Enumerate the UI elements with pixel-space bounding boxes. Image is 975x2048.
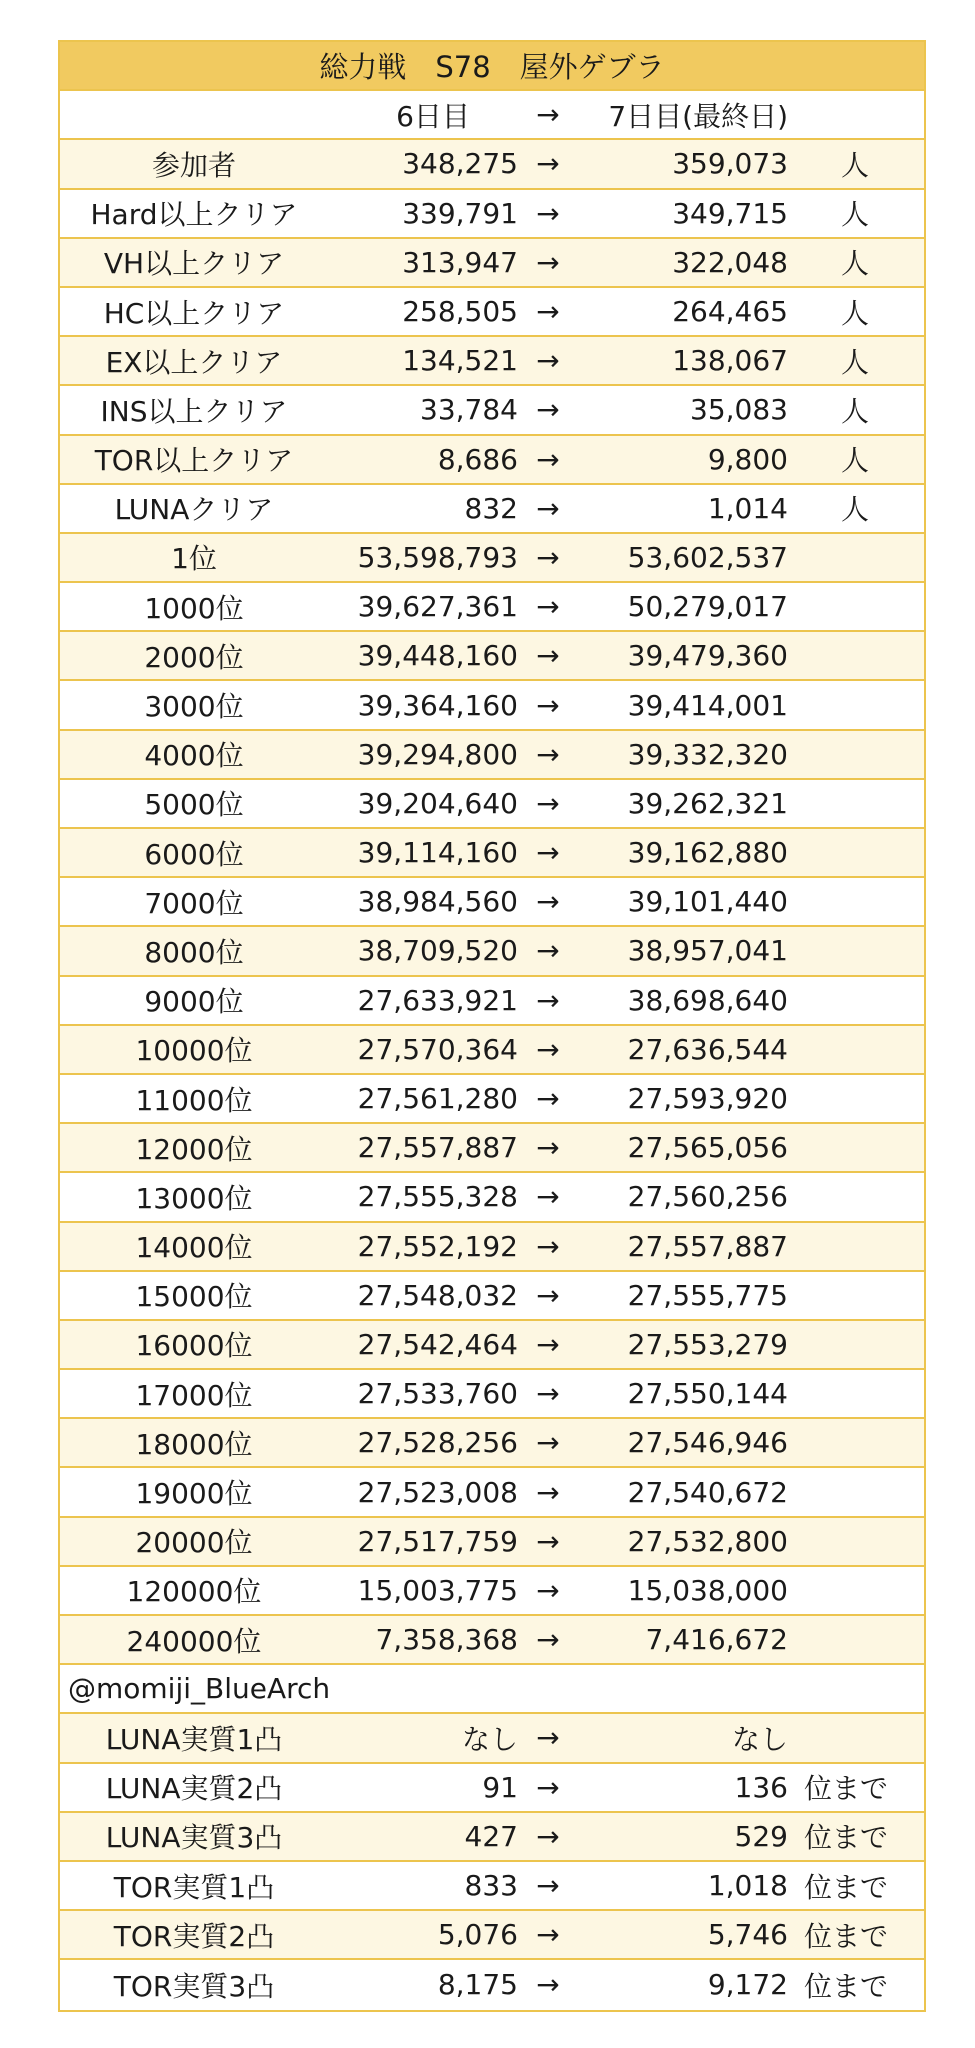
arrow-icon: → xyxy=(536,639,560,673)
stat-row-label: TOR以上クリア xyxy=(94,444,294,478)
rank-row-label: 12000位 xyxy=(135,1132,253,1166)
header-day6: 6日目 xyxy=(396,99,470,133)
effective-row-day6-value: 5,076 xyxy=(437,1918,518,1952)
effective-row xyxy=(60,1813,924,1862)
stat-row-day7-value: 322,048 xyxy=(672,245,788,279)
rank-row-day7-value: 39,479,360 xyxy=(627,639,788,673)
rank-row xyxy=(60,534,924,583)
rank-row-day7-value: 38,957,041 xyxy=(627,934,788,968)
rank-row-day7-value: 27,553,279 xyxy=(627,1327,788,1361)
rank-row-label: 6000位 xyxy=(144,837,244,871)
rank-row-day7-value: 27,555,775 xyxy=(627,1278,788,1312)
rank-row xyxy=(60,1567,924,1616)
stat-row-unit: 人 xyxy=(840,444,869,478)
rank-row-label: 17000位 xyxy=(135,1378,253,1412)
arrow-icon: → xyxy=(536,1918,560,1952)
effective-row-day6-value: 8,175 xyxy=(437,1968,518,2002)
effective-row-unit: 位まで xyxy=(804,1870,889,1904)
stat-row-day7-value: 264,465 xyxy=(672,295,788,329)
stat-row-day6-value: 258,505 xyxy=(402,295,518,329)
effective-row xyxy=(60,1960,924,2009)
arrow-icon: → xyxy=(536,885,560,919)
effective-row-day7-value: 1,018 xyxy=(707,1869,788,1903)
rank-row-label: 8000位 xyxy=(144,935,244,969)
rank-row-day6-value: 27,557,887 xyxy=(357,1131,518,1165)
arrow-icon: → xyxy=(536,245,560,279)
rank-row-label: 120000位 xyxy=(126,1575,262,1609)
arrow-icon: → xyxy=(536,1032,560,1066)
stat-row-unit: 人 xyxy=(840,345,869,379)
rank-row-label: 240000位 xyxy=(126,1624,262,1658)
rank-row-label: 14000位 xyxy=(135,1231,253,1265)
effective-row-unit: 位まで xyxy=(804,1969,889,2003)
rank-row-day6-value: 27,570,364 xyxy=(357,1032,518,1066)
rank-row xyxy=(60,977,924,1026)
stat-row-day7-value: 9,800 xyxy=(707,442,788,476)
header-arrow: → xyxy=(536,98,560,132)
arrow-icon: → xyxy=(536,1524,560,1558)
rank-row xyxy=(60,780,924,829)
arrow-icon: → xyxy=(536,688,560,722)
rank-row xyxy=(60,1272,924,1321)
rank-row-day6-value: 39,364,160 xyxy=(357,688,518,722)
stat-row xyxy=(60,337,924,386)
arrow-icon: → xyxy=(536,540,560,574)
rank-row-day7-value: 39,332,320 xyxy=(627,737,788,771)
stat-row xyxy=(60,140,924,189)
stat-row xyxy=(60,386,924,435)
effective-row-label: LUNA実質1凸 xyxy=(105,1722,283,1756)
rank-row-day6-value: 27,528,256 xyxy=(357,1426,518,1460)
arrow-icon: → xyxy=(536,1278,560,1312)
rank-row-day6-value: 7,358,368 xyxy=(375,1623,518,1657)
rank-row-day7-value: 15,038,000 xyxy=(627,1573,788,1607)
arrow-icon: → xyxy=(536,442,560,476)
rank-row-label: 1000位 xyxy=(144,591,244,625)
score-table xyxy=(58,40,926,2012)
rank-row-day7-value: 53,602,537 xyxy=(627,540,788,574)
rank-row-day6-value: 27,523,008 xyxy=(357,1475,518,1509)
arrow-icon: → xyxy=(536,1082,560,1116)
rank-row-day6-value: 39,448,160 xyxy=(357,639,518,673)
rank-row-day7-value: 7,416,672 xyxy=(645,1623,788,1657)
rank-row-day7-value: 27,557,887 xyxy=(627,1229,788,1263)
effective-row-day7-value: なし xyxy=(731,1722,788,1756)
stat-row xyxy=(60,190,924,239)
effective-row-day6-value: 91 xyxy=(482,1770,518,1804)
rank-row-day7-value: 39,262,321 xyxy=(627,786,788,820)
stat-row xyxy=(60,239,924,288)
header-day7: 7日目(最終日) xyxy=(608,99,788,133)
stat-row-label: LUNAクリア xyxy=(114,493,274,527)
effective-row-unit: 位まで xyxy=(804,1821,889,1855)
effective-row-label: TOR実質1凸 xyxy=(113,1870,275,1904)
arrow-icon: → xyxy=(536,590,560,624)
rank-row-label: 9000位 xyxy=(144,985,244,1019)
rank-row-day6-value: 53,598,793 xyxy=(357,540,518,574)
stat-row-unit: 人 xyxy=(840,198,869,232)
effective-row-unit: 位まで xyxy=(804,1919,889,1953)
table-title-row xyxy=(60,42,924,91)
rank-row-day6-value: 39,627,361 xyxy=(357,590,518,624)
rank-row-day7-value: 50,279,017 xyxy=(627,590,788,624)
stat-row-day6-value: 33,784 xyxy=(420,393,518,427)
rank-row-day6-value: 38,709,520 xyxy=(357,934,518,968)
credit-row xyxy=(60,1665,924,1714)
rank-row-day6-value: 27,517,759 xyxy=(357,1524,518,1558)
rank-row xyxy=(60,1124,924,1173)
effective-row-day7-value: 5,746 xyxy=(707,1918,788,1952)
rank-row-day7-value: 39,101,440 xyxy=(627,885,788,919)
table-title: 総力戦 S78 屋外ゲブラ xyxy=(319,50,665,85)
arrow-icon: → xyxy=(536,147,560,181)
rank-row-day6-value: 27,548,032 xyxy=(357,1278,518,1312)
rank-row-day6-value: 27,633,921 xyxy=(357,983,518,1017)
rank-row-label: 10000位 xyxy=(135,1034,253,1068)
rank-row xyxy=(60,1468,924,1517)
rank-row-day6-value: 39,204,640 xyxy=(357,786,518,820)
rank-row xyxy=(60,1223,924,1272)
rank-row-label: 19000位 xyxy=(135,1477,253,1511)
rank-row-label: 20000位 xyxy=(135,1526,253,1560)
rank-row-label: 18000位 xyxy=(135,1427,253,1461)
effective-row-day6-value: なし xyxy=(461,1722,518,1756)
rank-row xyxy=(60,878,924,927)
effective-row-day6-value: 427 xyxy=(464,1819,518,1853)
stat-row-day7-value: 35,083 xyxy=(690,393,788,427)
effective-row-label: TOR実質2凸 xyxy=(113,1919,275,1953)
rank-row-day7-value: 27,636,544 xyxy=(627,1032,788,1066)
rank-row xyxy=(60,829,924,878)
credit-text: @momiji_BlueArch xyxy=(68,1672,331,1706)
rank-row-day7-value: 27,550,144 xyxy=(627,1377,788,1411)
effective-row xyxy=(60,1764,924,1813)
effective-row-day7-value: 136 xyxy=(734,1770,788,1804)
arrow-icon: → xyxy=(536,1475,560,1509)
arrow-icon: → xyxy=(536,1426,560,1460)
arrow-icon: → xyxy=(536,1819,560,1853)
rank-row xyxy=(60,1321,924,1370)
stat-row-label: VH以上クリア xyxy=(103,247,285,281)
rank-row xyxy=(60,1173,924,1222)
rank-row-day7-value: 27,593,920 xyxy=(627,1082,788,1116)
stat-row-label: Hard以上クリア xyxy=(90,198,298,232)
arrow-icon: → xyxy=(536,1968,560,2002)
rank-row xyxy=(60,927,924,976)
rank-row xyxy=(60,1518,924,1567)
rank-row-day7-value: 27,546,946 xyxy=(627,1426,788,1460)
rank-row xyxy=(60,583,924,632)
rank-row-day7-value: 38,698,640 xyxy=(627,983,788,1017)
stat-row-unit: 人 xyxy=(840,493,869,527)
stat-row-day6-value: 339,791 xyxy=(402,196,518,230)
effective-row-label: LUNA実質3凸 xyxy=(105,1821,283,1855)
arrow-icon: → xyxy=(536,836,560,870)
stat-row xyxy=(60,436,924,485)
effective-row-unit: 位まで xyxy=(804,1772,889,1806)
rank-row-label: 7000位 xyxy=(144,886,244,920)
arrow-icon: → xyxy=(536,1180,560,1214)
arrow-icon: → xyxy=(536,344,560,378)
effective-row-day6-value: 833 xyxy=(464,1869,518,1903)
effective-row-label: TOR実質3凸 xyxy=(113,1969,275,2003)
arrow-icon: → xyxy=(536,491,560,525)
rank-row-day7-value: 39,414,001 xyxy=(627,688,788,722)
rank-row xyxy=(60,731,924,780)
stat-row-day6-value: 313,947 xyxy=(402,245,518,279)
effective-row xyxy=(60,1714,924,1763)
stat-row-day7-value: 138,067 xyxy=(672,344,788,378)
rank-row-day7-value: 27,565,056 xyxy=(627,1131,788,1165)
rank-row-label: 1位 xyxy=(171,542,217,576)
rank-row xyxy=(60,632,924,681)
rank-row-label: 11000位 xyxy=(135,1083,253,1117)
stat-row-day7-value: 1,014 xyxy=(707,491,788,525)
rank-row-day6-value: 39,294,800 xyxy=(357,737,518,771)
arrow-icon: → xyxy=(536,1869,560,1903)
rank-row-label: 3000位 xyxy=(144,690,244,724)
effective-row-label: LUNA実質2凸 xyxy=(105,1772,283,1806)
stat-row-label: EX以上クリア xyxy=(105,345,283,379)
stat-row-day6-value: 8,686 xyxy=(437,442,518,476)
rank-row-day6-value: 27,555,328 xyxy=(357,1180,518,1214)
stat-row-unit: 人 xyxy=(840,247,869,281)
rank-row-day6-value: 27,552,192 xyxy=(357,1229,518,1263)
rank-row xyxy=(60,1026,924,1075)
stat-row-unit: 人 xyxy=(840,394,869,428)
rank-row-day6-value: 39,114,160 xyxy=(357,836,518,870)
rank-row-day6-value: 27,561,280 xyxy=(357,1082,518,1116)
rank-row-label: 16000位 xyxy=(135,1329,253,1363)
arrow-icon: → xyxy=(536,983,560,1017)
rank-row xyxy=(60,1419,924,1468)
rank-row-day7-value: 27,560,256 xyxy=(627,1180,788,1214)
rank-row-day6-value: 15,003,775 xyxy=(357,1573,518,1607)
arrow-icon: → xyxy=(536,934,560,968)
rank-row-label: 13000位 xyxy=(135,1181,253,1215)
rank-row-label: 5000位 xyxy=(144,788,244,822)
stat-row-day7-value: 349,715 xyxy=(672,196,788,230)
stat-row-day6-value: 348,275 xyxy=(402,147,518,181)
arrow-icon: → xyxy=(536,1721,560,1755)
rank-row-day7-value: 39,162,880 xyxy=(627,836,788,870)
stat-row-unit: 人 xyxy=(840,296,869,330)
rank-row-day6-value: 27,533,760 xyxy=(357,1377,518,1411)
arrow-icon: → xyxy=(536,1623,560,1657)
stat-row-label: INS以上クリア xyxy=(100,394,288,428)
stat-row-day6-value: 134,521 xyxy=(402,344,518,378)
arrow-icon: → xyxy=(536,1327,560,1361)
stat-row-label: HC以上クリア xyxy=(103,296,285,330)
stat-row xyxy=(60,288,924,337)
effective-row xyxy=(60,1911,924,1960)
rank-row xyxy=(60,1370,924,1419)
stat-row-label: 参加者 xyxy=(151,148,236,182)
arrow-icon: → xyxy=(536,1770,560,1804)
stat-row xyxy=(60,485,924,534)
rank-row-label: 2000位 xyxy=(144,640,244,674)
effective-row-day7-value: 529 xyxy=(734,1819,788,1853)
arrow-icon: → xyxy=(536,1131,560,1165)
effective-row-day7-value: 9,172 xyxy=(707,1968,788,2002)
header-row xyxy=(60,91,924,140)
rank-row xyxy=(60,681,924,730)
rank-row-label: 15000位 xyxy=(135,1280,253,1314)
rank-row-day7-value: 27,532,800 xyxy=(627,1524,788,1558)
rank-row xyxy=(60,1616,924,1665)
rank-row-day6-value: 38,984,560 xyxy=(357,885,518,919)
rank-row xyxy=(60,1075,924,1124)
stat-row-unit: 人 xyxy=(840,148,869,182)
rank-row-label: 4000位 xyxy=(144,739,244,773)
arrow-icon: → xyxy=(536,1229,560,1263)
rank-row-day6-value: 27,542,464 xyxy=(357,1327,518,1361)
arrow-icon: → xyxy=(536,737,560,771)
arrow-icon: → xyxy=(536,1377,560,1411)
arrow-icon: → xyxy=(536,295,560,329)
rank-row-day7-value: 27,540,672 xyxy=(627,1475,788,1509)
stat-row-day6-value: 832 xyxy=(464,491,518,525)
arrow-icon: → xyxy=(536,196,560,230)
arrow-icon: → xyxy=(536,1573,560,1607)
effective-row xyxy=(60,1862,924,1911)
stat-row-day7-value: 359,073 xyxy=(672,147,788,181)
arrow-icon: → xyxy=(536,786,560,820)
arrow-icon: → xyxy=(536,393,560,427)
